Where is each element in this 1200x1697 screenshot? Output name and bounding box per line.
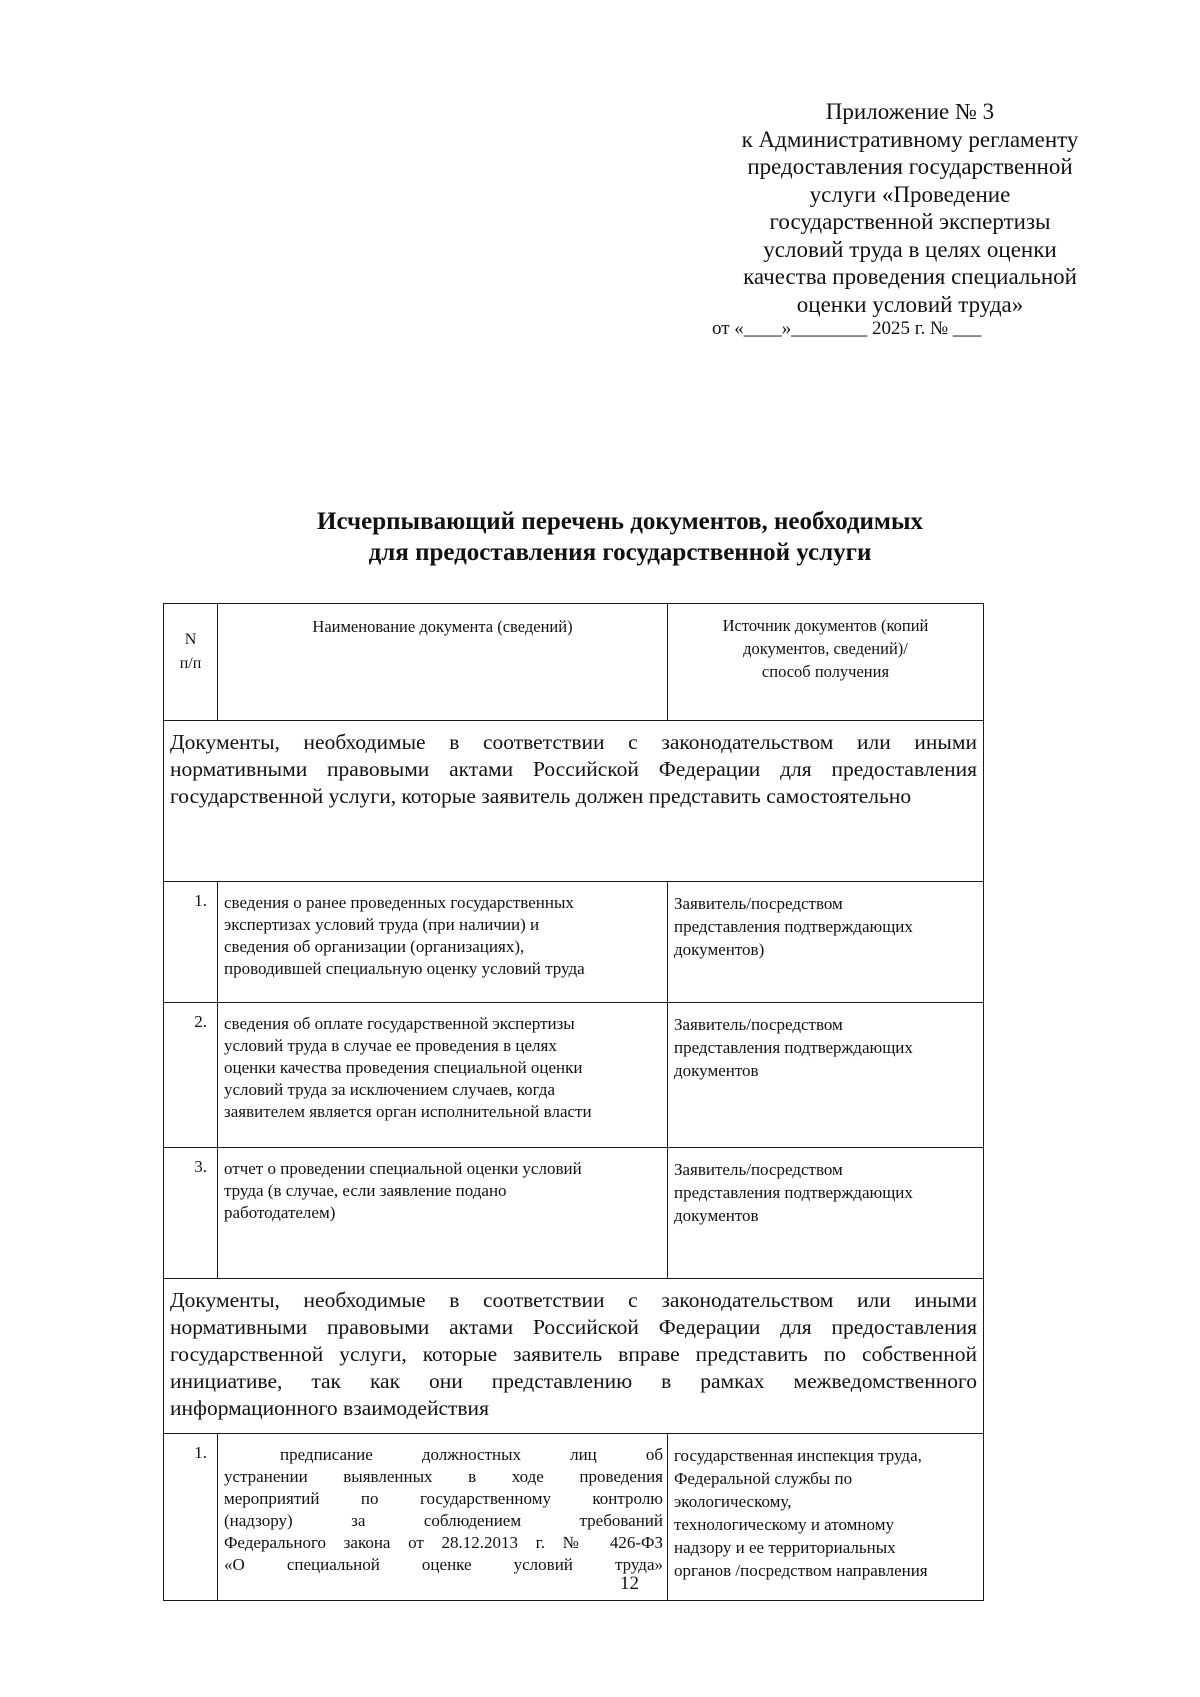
name-line: заявителем является орган исполнительной власти (224, 1102, 592, 1121)
header-name-cell: Наименование документа (сведений) (218, 604, 668, 721)
row-number: 1. (164, 1434, 218, 1601)
appendix-line: Приложение № 3 (825, 99, 995, 124)
name-line: проводившей специальную оценку условий труда (224, 959, 585, 978)
row-document-name (218, 1148, 668, 1279)
header-source-line: документов, сведений)/ (743, 639, 908, 658)
documents-table (163, 603, 984, 1601)
header-num-line: п/п (179, 655, 202, 672)
name-line: труда (в случае, если заявление подано (224, 1181, 507, 1200)
appendix-line: услуги «Проведение (809, 181, 1011, 207)
source-line: представления подтверждающих (674, 1183, 913, 1202)
row-document-name (218, 1434, 668, 1601)
source-line: технологическому и атомному (674, 1515, 894, 1534)
table-row (164, 1003, 984, 1148)
source-line: органов /посредством направления (674, 1561, 928, 1580)
appendix-line: качества проведения специальной (743, 264, 1077, 289)
name-line: «О специальной оценке условий труда» (224, 1555, 663, 1574)
name-line: экспертизах условий труда (при наличии) и (224, 915, 540, 934)
title-line: для предоставления государственной услуги (368, 539, 872, 566)
appendix-line: условий труда в целях оценки (763, 236, 1057, 262)
source-line: надзору и ее территориальных (674, 1538, 896, 1557)
section-row (164, 721, 984, 882)
document-title (200, 506, 1040, 568)
name-line: сведения об оплате государственной экспертизы (224, 1014, 575, 1033)
table-row (164, 882, 984, 1003)
header-num-cell (164, 604, 218, 721)
name-line: оценки качества проведения специальной оценки (224, 1058, 583, 1077)
source-line: Федеральной службы по (674, 1469, 853, 1488)
appendix-line: предоставления государственной (747, 154, 1073, 179)
source-line: экологическому, (674, 1492, 792, 1511)
source-line: представления подтверждающих (674, 1038, 913, 1057)
source-line: Заявитель/посредством (674, 894, 843, 913)
title-line: Исчерпывающий перечень документов, необходимых (317, 508, 923, 535)
table-header-row (164, 604, 984, 721)
name-line: мероприятий по государственному контролю (224, 1489, 663, 1508)
name-line: Федерального закона от 28.12.2013 г. № 426-ФЗ (224, 1533, 663, 1552)
table-row (164, 1434, 984, 1601)
source-line: документов) (674, 940, 765, 959)
section-row (164, 1279, 984, 1434)
name-line: сведения об организации (организациях), (224, 937, 525, 956)
header-source-line: способ получения (761, 662, 890, 681)
name-line: работодателем) (224, 1203, 336, 1222)
header-num-line: N (184, 631, 197, 648)
page-number: 12 (620, 1573, 639, 1594)
appendix-header (700, 98, 1120, 318)
row-source (668, 1148, 984, 1279)
source-line: государственная инспекция труда, (674, 1446, 922, 1465)
source-line: представления подтверждающих (674, 917, 913, 936)
name-line: (надзору) за соблюдением требований (224, 1511, 663, 1530)
header-source-line: Источник документов (копий (722, 616, 929, 635)
name-line: сведения о ранее проведенных государственных (224, 893, 574, 912)
name-line: устранении выявленных в ходе проведения (224, 1467, 663, 1486)
name-line: условий труда в случае ее проведения в целях (224, 1036, 557, 1055)
table-row (164, 1148, 984, 1279)
appendix-line: государственной экспертизы (769, 209, 1051, 234)
row-source (668, 1434, 984, 1601)
appendix-line: к Административному регламенту (741, 126, 1079, 152)
source-line: документов (674, 1061, 759, 1080)
row-document-name (218, 1003, 668, 1148)
row-source (668, 1003, 984, 1148)
source-line: Заявитель/посредством (674, 1160, 843, 1179)
source-line: документов (674, 1206, 759, 1225)
name-line: предписание должностных лиц об (280, 1445, 663, 1464)
header-source-cell (668, 604, 984, 721)
section-heading: Документы, необходимые в соответствии с законодательством или иными нормативными правовыми актами Российской Федерации для предоставления государственной услуги, которые заявитель вправе представить по собственной инициативе, так как они представлению в рамках межведомственного информационного взаимодействия (164, 1279, 984, 1434)
row-number: 2. (164, 1003, 218, 1148)
row-number: 1. (164, 882, 218, 1003)
source-line: Заявитель/посредством (674, 1015, 843, 1034)
section-heading: Документы, необходимые в соответствии с законодательством или иными нормативными правовыми актами Российской Федерации для предоставления государственной услуги, которые заявитель должен представить самостоятельно (164, 721, 984, 882)
row-document-name (218, 882, 668, 1003)
name-line: отчет о проведении специальной оценки условий (224, 1159, 582, 1178)
row-source (668, 882, 984, 1003)
appendix-date-line: от «____»________ 2025 г. № ___ (712, 318, 982, 339)
row-number: 3. (164, 1148, 218, 1279)
name-line: условий труда за исключением случаев, когда (224, 1080, 555, 1099)
appendix-line: оценки условий труда» (796, 291, 1024, 317)
